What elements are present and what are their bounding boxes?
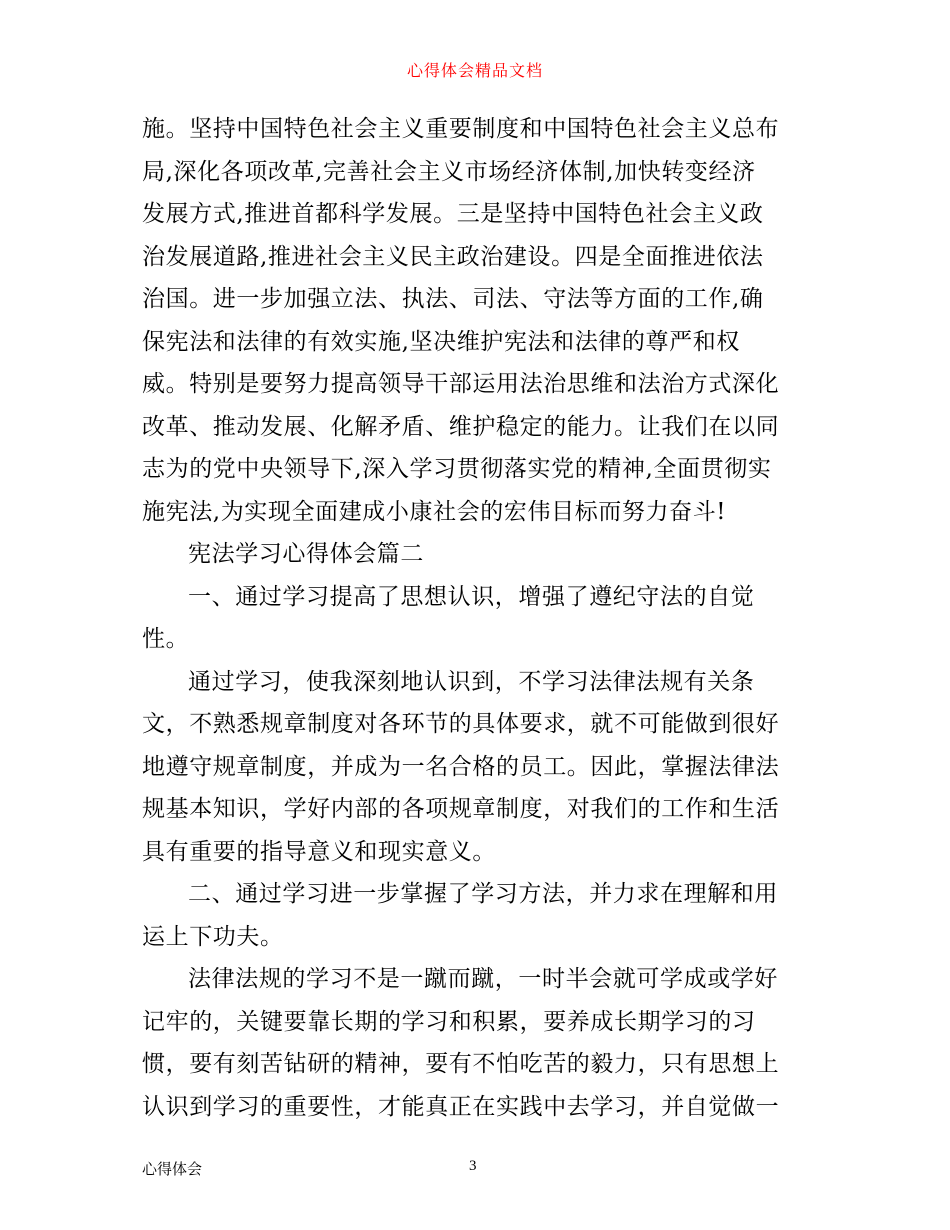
text-line: 记牢的，关键要靠长期的学习和积累，要养成长期学习的习 bbox=[142, 1008, 756, 1035]
text-line: 局,深化各项改革,完善社会主义市场经济体制,加快转变经济 bbox=[142, 158, 756, 185]
text-line: 认识到学习的重要性，才能真正在实践中去学习，并自觉做一 bbox=[142, 1093, 780, 1120]
text-line: 治国。进一步加强立法、执法、司法、守法等方面的工作,确 bbox=[142, 286, 764, 312]
text-line: 性。 bbox=[142, 626, 190, 652]
text-line: 运上下功夫。 bbox=[142, 923, 284, 950]
page-number: 3 bbox=[469, 1158, 477, 1174]
page-header-title: 心得体会精品文档 bbox=[406, 61, 543, 80]
text-line: 二、通过学习进一步掌握了学习方法，并力求在理解和用 bbox=[188, 881, 778, 907]
text-line: 法律法规的学习不是一蹴而蹴，一时半会就可学成或学好 bbox=[188, 966, 778, 992]
text-line: 宪法学习心得体会篇二 bbox=[188, 541, 424, 567]
text-line: 通过学习，使我深刻地认识到，不学习法律法规有关条 bbox=[188, 668, 755, 695]
text-line: 具有重要的指导意义和现实意义。 bbox=[142, 838, 496, 865]
text-line: 一、通过学习提高了思想认识，增强了遵纪守法的自觉 bbox=[188, 583, 755, 610]
text-line: 地遵守规章制度，并成为一名合格的员工。因此，掌握法律法 bbox=[142, 753, 780, 780]
text-line: 威。特别是要努力提高领导干部运用法治思维和法治方式深化 bbox=[142, 371, 780, 397]
text-line: 文，不熟悉规章制度对各环节的具体要求，就不可能做到很好 bbox=[142, 711, 780, 737]
text-line: 志为的党中央领导下,深入学习贯彻落实党的精神,全面贯彻实 bbox=[142, 456, 772, 482]
text-line: 规基本知识，学好内部的各项规章制度，对我们的工作和生活 bbox=[142, 796, 780, 822]
text-line: 施宪法,为实现全面建成小康社会的宏伟目标而努力奋斗! bbox=[142, 498, 727, 525]
document-body bbox=[142, 108, 814, 1128]
footer-label: 心得体会 bbox=[142, 1160, 203, 1178]
text-line: 发展方式,推进首都科学发展。三是坚持中国特色社会主义政 bbox=[142, 201, 764, 227]
text-line: 治发展道路,推进社会主义民主政治建设。四是全面推进依法 bbox=[142, 243, 764, 270]
text-line: 施。坚持中国特色社会主义重要制度和中国特色社会主义总布 bbox=[142, 116, 780, 142]
text-line: 改革、推动发展、化解矛盾、维护稳定的能力。让我们在以同 bbox=[142, 413, 780, 440]
text-line: 保宪法和法律的有效实施,坚决维护宪法和法律的尊严和权 bbox=[142, 328, 740, 355]
text-line: 惯，要有刻苦钻研的精神，要有不怕吃苦的毅力，只有思想上 bbox=[142, 1051, 780, 1077]
